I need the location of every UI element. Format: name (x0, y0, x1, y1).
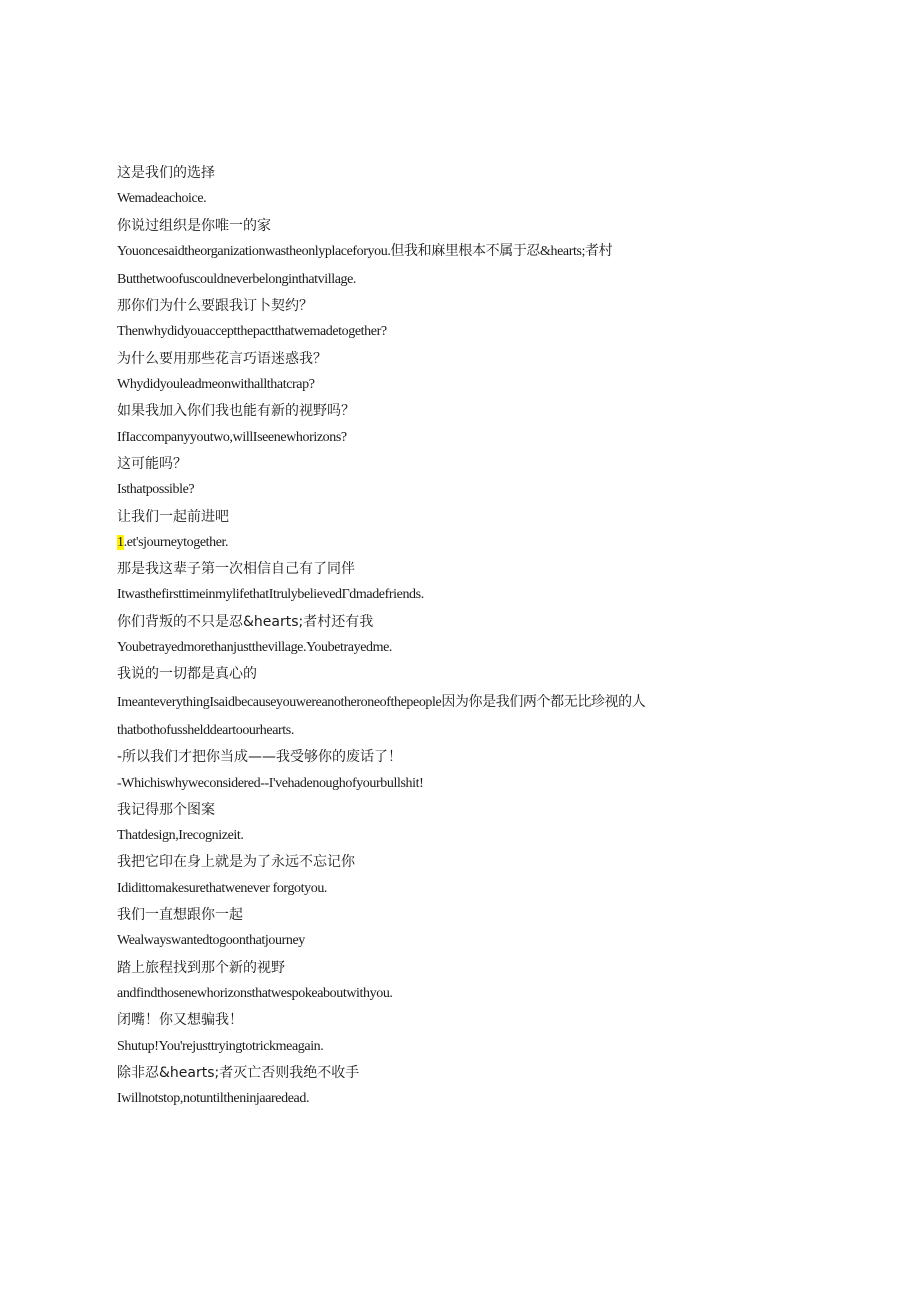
line-text: Ididittomakesurethatwenever forgotyou. (117, 880, 328, 896)
english-subtitle-line (117, 189, 757, 209)
english-subtitle-line (117, 721, 757, 741)
english-subtitle-line (117, 984, 757, 1004)
line-text: ImeanteverythingIsaidbecauseyouwereanotheroneofthepeople因为你是我们两个都无比珍视的人 (117, 694, 646, 710)
chinese-subtitle-line (117, 507, 757, 527)
chinese-subtitle-line (117, 612, 757, 632)
line-text: Thenwhydidyouacceptthepactthatwemadetogether? (117, 324, 387, 340)
english-subtitle-line (117, 879, 757, 899)
line-text: Youoncesaidtheorganizationwastheonlyplaceforyou.但我和麻里根本不属于忍&hearts;者村 (117, 243, 613, 259)
chinese-subtitle-line (117, 905, 757, 925)
chinese-subtitle-line (117, 800, 757, 820)
line-text: Shutup!You'rejusttryingtotrickmeagain. (117, 1038, 324, 1054)
chinese-subtitle-line (117, 1063, 757, 1083)
line-text: 我记得那个图案 (117, 801, 215, 818)
line-text: 我说的一切都是真心的 (117, 666, 257, 683)
chinese-subtitle-line (117, 1010, 757, 1030)
english-subtitle-line (117, 533, 757, 553)
english-subtitle-line (117, 428, 757, 448)
line-text: andfindthosenewhorizonsthatwespokeaboutwithyou. (117, 985, 393, 1001)
english-subtitle-line (117, 1089, 757, 1109)
line-text: 闭嘴！你又想骗我！ (117, 1012, 243, 1029)
english-subtitle-line (117, 585, 757, 605)
line-text: 我们一直想跟你一起 (117, 907, 243, 924)
line-text: 那你们为什么要跟我订卜契约？ (117, 298, 313, 315)
chinese-subtitle-line (117, 664, 757, 684)
line-text: 我把它印在身上就是为了永远不忘记你 (117, 854, 355, 871)
line-text: 如果我加入你们我也能有新的视野吗？ (117, 403, 355, 420)
line-text: -所以我们才把你当成——我受够你的废话了！ (117, 749, 403, 766)
line-text: 除非忍&hearts;者灭亡否则我绝不收手 (117, 1064, 360, 1081)
chinese-subtitle-line (117, 747, 757, 767)
english-subtitle-line (117, 691, 757, 715)
line-text: 你说过组织是你唯一的家 (117, 217, 271, 234)
line-text: Whydidyouleadmeonwithallthatcrap? (117, 377, 315, 393)
chinese-subtitle-line (117, 296, 757, 316)
line-text: 这可能吗？ (117, 455, 187, 472)
english-subtitle-line (117, 270, 757, 290)
line-text: Wemadeachoice. (117, 191, 207, 207)
chinese-subtitle-line (117, 401, 757, 421)
english-subtitle-line (117, 1037, 757, 1057)
line-text: 踏上旅程找到那个新的视野 (117, 959, 285, 976)
chinese-subtitle-line (117, 852, 757, 872)
chinese-subtitle-line (117, 958, 757, 978)
english-subtitle-line (117, 480, 757, 500)
line-text: Youbetrayedmorethanjustthevillage.Youbetrayedme. (117, 640, 393, 656)
chinese-subtitle-line (117, 216, 757, 236)
english-subtitle-line (117, 375, 757, 395)
line-text: .et'sjourneytogether. (123, 534, 229, 550)
line-text: 那是我这辈子第一次相信自己有了同伴 (117, 561, 355, 578)
english-subtitle-line (117, 774, 757, 794)
line-text: -Whichiswhyweconsidered--I'vehadenoughofyourbullshit! (117, 775, 424, 791)
line-text: thatbothofusshelddeartoourhearts. (117, 722, 294, 738)
line-text: Wealwayswantedtogoonthatjourney (117, 933, 305, 949)
line-text: 这是我们的选择 (117, 165, 215, 181)
line-text: 让我们一起前进吧 (117, 508, 229, 525)
line-text: 你们背叛的不只是忍&hearts;者村还有我 (117, 613, 374, 630)
english-subtitle-line (117, 242, 757, 262)
english-subtitle-line (117, 931, 757, 951)
chinese-subtitle-line (117, 559, 757, 579)
line-text: ItwasthefirsttimeinmylifethatItrulybelievedΓdmadefriends. (117, 587, 424, 603)
line-text: Iwillnotstop,notuntiltheninjaaredead. (117, 1091, 310, 1107)
line-text: Butthetwoofuscouldneverbelonginthatvillage. (117, 271, 357, 287)
english-subtitle-line (117, 638, 757, 658)
english-subtitle-line (117, 322, 757, 342)
subtitle-text-body (117, 163, 757, 1115)
chinese-subtitle-line (117, 454, 757, 474)
english-subtitle-line (117, 826, 757, 846)
chinese-subtitle-line (117, 349, 757, 369)
highlighted-text: 1 (117, 534, 124, 550)
chinese-subtitle-line (117, 163, 757, 183)
line-text: 为什么要用那些花言巧语迷惑我？ (117, 350, 327, 367)
line-text: Isthatpossible? (117, 482, 195, 498)
line-text: Thatdesign,Irecognizeit. (117, 828, 244, 844)
line-text: IfIaccompanyyoutwo,willIseenewhorizons? (117, 429, 347, 445)
